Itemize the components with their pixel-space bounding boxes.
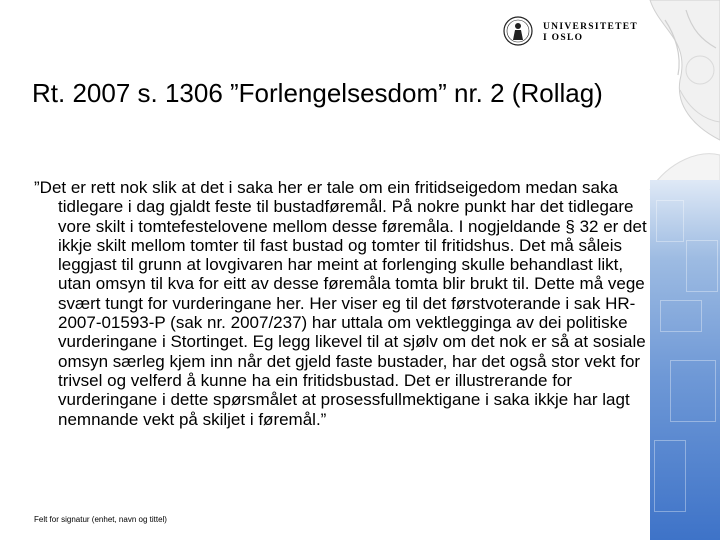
blue-decorative-panel bbox=[650, 180, 720, 540]
university-seal-icon bbox=[503, 16, 533, 46]
logo-line-2: I OSLO bbox=[543, 33, 584, 43]
decorative-sidebar bbox=[642, 0, 720, 540]
logo-line-1: UNIVERSITETET bbox=[543, 22, 639, 32]
quote-text: ”Det er rett nok slik at det i saka her er tale om ein fritidseigedom medan saka tidlegare i dag gjaldt feste til bustadføremål. På nokre punkt har det tidlegare vore skilt i tomtefestelovene mellom desse føremåla. I nogjeldande § 32 er det ikkje skilt mellom tomter til fast bustad og tomter til fritidshus. Det må såleis leggjast til grunn at lovgivaren har meint at forlenging skulle behandlast likt, utan omsyn til kva for eitt av desse føremåla tomta blir brukt til. Dette må vege svært tungt for vurderingane her. Her viser eg til det førstvoterande i sak HR-2007-01593-P (sak nr. 2007/237) har uttala om vektlegginga av dei politiske vurderingane i Stortinget. Eg legg likevel til at sjølv om det nok er så at sosiale omsyn særleg kjem inn når det gjeld faste bustader, har det også stor vekt for trivsel og velferd å kunne ha ein fritidsbustad. Det er illustrerande for vurderingane i dette spørsmålet at prosessfullmektigane i saka ikkje har lagt nemnande vekt på skiljet i føremål.” bbox=[34, 178, 647, 429]
university-logo bbox=[503, 16, 639, 50]
signature-field: Felt for signatur (enhet, navn og tittel) bbox=[34, 515, 167, 524]
statue-image bbox=[642, 0, 720, 190]
slide-title: Rt. 2007 s. 1306 ”Forlengelsesdom” nr. 2 (Rollag) bbox=[32, 78, 603, 108]
